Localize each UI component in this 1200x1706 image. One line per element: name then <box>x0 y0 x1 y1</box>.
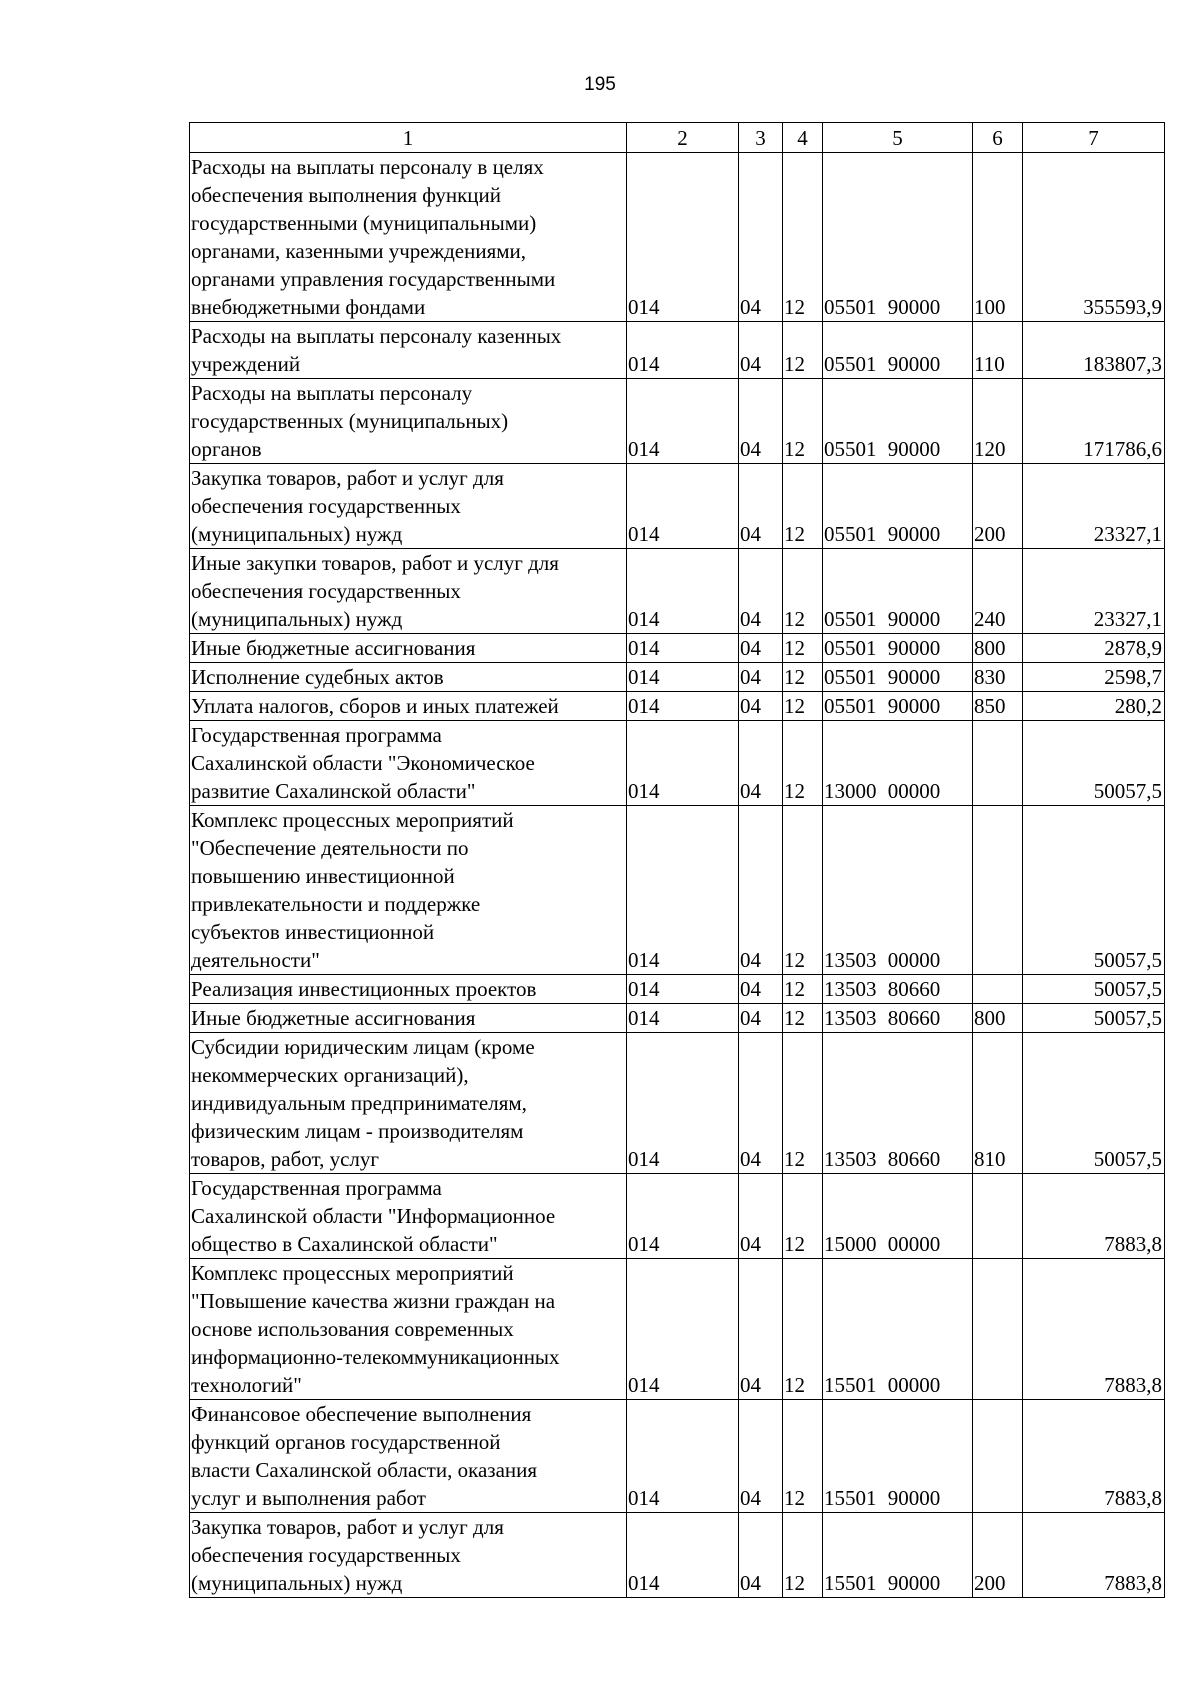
expense-type-cell: 850 <box>973 692 1023 721</box>
table-row <box>190 1174 1165 1259</box>
amount-cell: 50057,5 <box>1023 1033 1165 1174</box>
expense-type-cell: 110 <box>973 322 1023 379</box>
subsection-code-cell: 12 <box>783 806 823 975</box>
amount-cell: 2598,7 <box>1023 663 1165 692</box>
item-name-cell: Иные бюджетные ассигнования <box>190 1004 627 1033</box>
subsection-code-cell: 12 <box>783 721 823 806</box>
item-name-cell: Расходы на выплаты персоналу в целях обеспечения выполнения функций государственными (муниципальными) органами, казенными учреждениями, органами управления государственными внебюджетными фондами <box>190 153 627 322</box>
amount-cell: 7883,8 <box>1023 1259 1165 1400</box>
target-article-cell: 13503 80660 <box>823 975 973 1004</box>
item-name-cell: Закупка товаров, работ и услуг для обеспечения государственных (муниципальных) нужд <box>190 1513 627 1598</box>
section-code-cell: 04 <box>739 721 783 806</box>
section-code-cell: 04 <box>739 634 783 663</box>
item-name-cell: Реализация инвестиционных проектов <box>190 975 627 1004</box>
amount-cell: 280,2 <box>1023 692 1165 721</box>
amount-cell: 50057,5 <box>1023 806 1165 975</box>
ministry-code-cell: 014 <box>627 663 739 692</box>
column-header: 7 <box>1023 123 1165 153</box>
item-name-cell: Финансовое обеспечение выполнения функций органов государственной власти Сахалинской области, оказания услуг и выполнения работ <box>190 1400 627 1513</box>
target-article-cell: 05501 90000 <box>823 464 973 549</box>
target-article-cell: 13503 00000 <box>823 806 973 975</box>
subsection-code-cell: 12 <box>783 1033 823 1174</box>
target-article-cell: 05501 90000 <box>823 153 973 322</box>
table-header-row <box>190 123 1165 153</box>
item-name-cell: Исполнение судебных актов <box>190 663 627 692</box>
amount-cell: 183807,3 <box>1023 322 1165 379</box>
expense-type-cell: 240 <box>973 549 1023 634</box>
target-article-cell: 13503 80660 <box>823 1033 973 1174</box>
target-article-cell: 15000 00000 <box>823 1174 973 1259</box>
item-name-cell: Государственная программа Сахалинской области "Информационное общество в Сахалинской области" <box>190 1174 627 1259</box>
target-article-cell: 13000 00000 <box>823 721 973 806</box>
amount-cell: 50057,5 <box>1023 721 1165 806</box>
section-code-cell: 04 <box>739 1033 783 1174</box>
item-name-cell: Комплекс процессных мероприятий "Обеспечение деятельности по повышению инвестиционной привлекательности и поддержке субъектов инвестиционной деятельности" <box>190 806 627 975</box>
expense-type-cell <box>973 975 1023 1004</box>
section-code-cell: 04 <box>739 322 783 379</box>
table-row <box>190 322 1165 379</box>
amount-cell: 50057,5 <box>1023 975 1165 1004</box>
table-row <box>190 1513 1165 1598</box>
table-row <box>190 721 1165 806</box>
section-code-cell: 04 <box>739 1400 783 1513</box>
expense-type-cell <box>973 1174 1023 1259</box>
amount-cell: 23327,1 <box>1023 549 1165 634</box>
amount-cell: 7883,8 <box>1023 1174 1165 1259</box>
expense-type-cell: 800 <box>973 634 1023 663</box>
target-article-cell: 05501 90000 <box>823 663 973 692</box>
section-code-cell: 04 <box>739 153 783 322</box>
item-name-cell: Субсидии юридическим лицам (кроме некоммерческих организаций), индивидуальным предпринимателям, физическим лицам - производителям товаров, работ, услуг <box>190 1033 627 1174</box>
target-article-cell: 05501 90000 <box>823 549 973 634</box>
subsection-code-cell: 12 <box>783 1174 823 1259</box>
target-article-cell: 13503 80660 <box>823 1004 973 1033</box>
table-row <box>190 1004 1165 1033</box>
amount-cell: 23327,1 <box>1023 464 1165 549</box>
item-name-cell: Иные бюджетные ассигнования <box>190 634 627 663</box>
ministry-code-cell: 014 <box>627 464 739 549</box>
amount-cell: 7883,8 <box>1023 1513 1165 1598</box>
amount-cell: 355593,9 <box>1023 153 1165 322</box>
subsection-code-cell: 12 <box>783 322 823 379</box>
amount-cell: 50057,5 <box>1023 1004 1165 1033</box>
target-article-cell: 15501 00000 <box>823 1259 973 1400</box>
table-row <box>190 153 1165 322</box>
item-name-cell: Закупка товаров, работ и услуг для обеспечения государственных (муниципальных) нужд <box>190 464 627 549</box>
target-article-cell: 15501 90000 <box>823 1513 973 1598</box>
item-name-cell: Уплата налогов, сборов и иных платежей <box>190 692 627 721</box>
column-header: 2 <box>627 123 739 153</box>
section-code-cell: 04 <box>739 806 783 975</box>
ministry-code-cell: 014 <box>627 1400 739 1513</box>
item-name-cell: Комплекс процессных мероприятий "Повышение качества жизни граждан на основе использования современных информационно-телекоммуникационных технологий" <box>190 1259 627 1400</box>
section-code-cell: 04 <box>739 549 783 634</box>
item-name-cell: Расходы на выплаты персоналу государственных (муниципальных) органов <box>190 379 627 464</box>
table-row <box>190 663 1165 692</box>
section-code-cell: 04 <box>739 1513 783 1598</box>
expense-type-cell: 200 <box>973 464 1023 549</box>
ministry-code-cell: 014 <box>627 806 739 975</box>
ministry-code-cell: 014 <box>627 322 739 379</box>
target-article-cell: 15501 90000 <box>823 1400 973 1513</box>
ministry-code-cell: 014 <box>627 975 739 1004</box>
section-code-cell: 04 <box>739 1174 783 1259</box>
table-row <box>190 464 1165 549</box>
table-row <box>190 634 1165 663</box>
ministry-code-cell: 014 <box>627 1004 739 1033</box>
amount-cell: 7883,8 <box>1023 1400 1165 1513</box>
section-code-cell: 04 <box>739 1259 783 1400</box>
ministry-code-cell: 014 <box>627 692 739 721</box>
subsection-code-cell: 12 <box>783 692 823 721</box>
ministry-code-cell: 014 <box>627 1513 739 1598</box>
table-row <box>190 379 1165 464</box>
expense-type-cell <box>973 721 1023 806</box>
ministry-code-cell: 014 <box>627 153 739 322</box>
ministry-code-cell: 014 <box>627 721 739 806</box>
target-article-cell: 05501 90000 <box>823 692 973 721</box>
subsection-code-cell: 12 <box>783 1259 823 1400</box>
section-code-cell: 04 <box>739 692 783 721</box>
section-code-cell: 04 <box>739 1004 783 1033</box>
column-header: 1 <box>190 123 627 153</box>
section-code-cell: 04 <box>739 663 783 692</box>
table-row <box>190 549 1165 634</box>
expense-type-cell <box>973 806 1023 975</box>
expense-type-cell: 830 <box>973 663 1023 692</box>
subsection-code-cell: 12 <box>783 975 823 1004</box>
subsection-code-cell: 12 <box>783 1513 823 1598</box>
expense-type-cell <box>973 1259 1023 1400</box>
item-name-cell: Государственная программа Сахалинской области "Экономическое развитие Сахалинской области" <box>190 721 627 806</box>
column-header: 5 <box>823 123 973 153</box>
subsection-code-cell: 12 <box>783 1004 823 1033</box>
target-article-cell: 05501 90000 <box>823 322 973 379</box>
item-name-cell: Иные закупки товаров, работ и услуг для обеспечения государственных (муниципальных) нужд <box>190 549 627 634</box>
subsection-code-cell: 12 <box>783 379 823 464</box>
table-row <box>190 692 1165 721</box>
amount-cell: 171786,6 <box>1023 379 1165 464</box>
table-row <box>190 1033 1165 1174</box>
ministry-code-cell: 014 <box>627 634 739 663</box>
ministry-code-cell: 014 <box>627 379 739 464</box>
target-article-cell: 05501 90000 <box>823 379 973 464</box>
item-name-cell: Расходы на выплаты персоналу казенных учреждений <box>190 322 627 379</box>
expense-type-cell: 810 <box>973 1033 1023 1174</box>
column-header: 3 <box>739 123 783 153</box>
table-row <box>190 975 1165 1004</box>
table-row <box>190 1259 1165 1400</box>
ministry-code-cell: 014 <box>627 549 739 634</box>
table-row <box>190 1400 1165 1513</box>
expense-type-cell: 800 <box>973 1004 1023 1033</box>
column-header: 6 <box>973 123 1023 153</box>
column-header: 4 <box>783 123 823 153</box>
subsection-code-cell: 12 <box>783 153 823 322</box>
section-code-cell: 04 <box>739 379 783 464</box>
expense-type-cell: 120 <box>973 379 1023 464</box>
table-row <box>190 806 1165 975</box>
ministry-code-cell: 014 <box>627 1174 739 1259</box>
section-code-cell: 04 <box>739 464 783 549</box>
subsection-code-cell: 12 <box>783 663 823 692</box>
subsection-code-cell: 12 <box>783 549 823 634</box>
page-number: 195 <box>584 74 616 95</box>
expense-type-cell <box>973 1400 1023 1513</box>
subsection-code-cell: 12 <box>783 634 823 663</box>
ministry-code-cell: 014 <box>627 1033 739 1174</box>
section-code-cell: 04 <box>739 975 783 1004</box>
subsection-code-cell: 12 <box>783 464 823 549</box>
amount-cell: 2878,9 <box>1023 634 1165 663</box>
ministry-code-cell: 014 <box>627 1259 739 1400</box>
expense-type-cell: 200 <box>973 1513 1023 1598</box>
budget-table <box>189 122 1165 1598</box>
subsection-code-cell: 12 <box>783 1400 823 1513</box>
target-article-cell: 05501 90000 <box>823 634 973 663</box>
expense-type-cell: 100 <box>973 153 1023 322</box>
